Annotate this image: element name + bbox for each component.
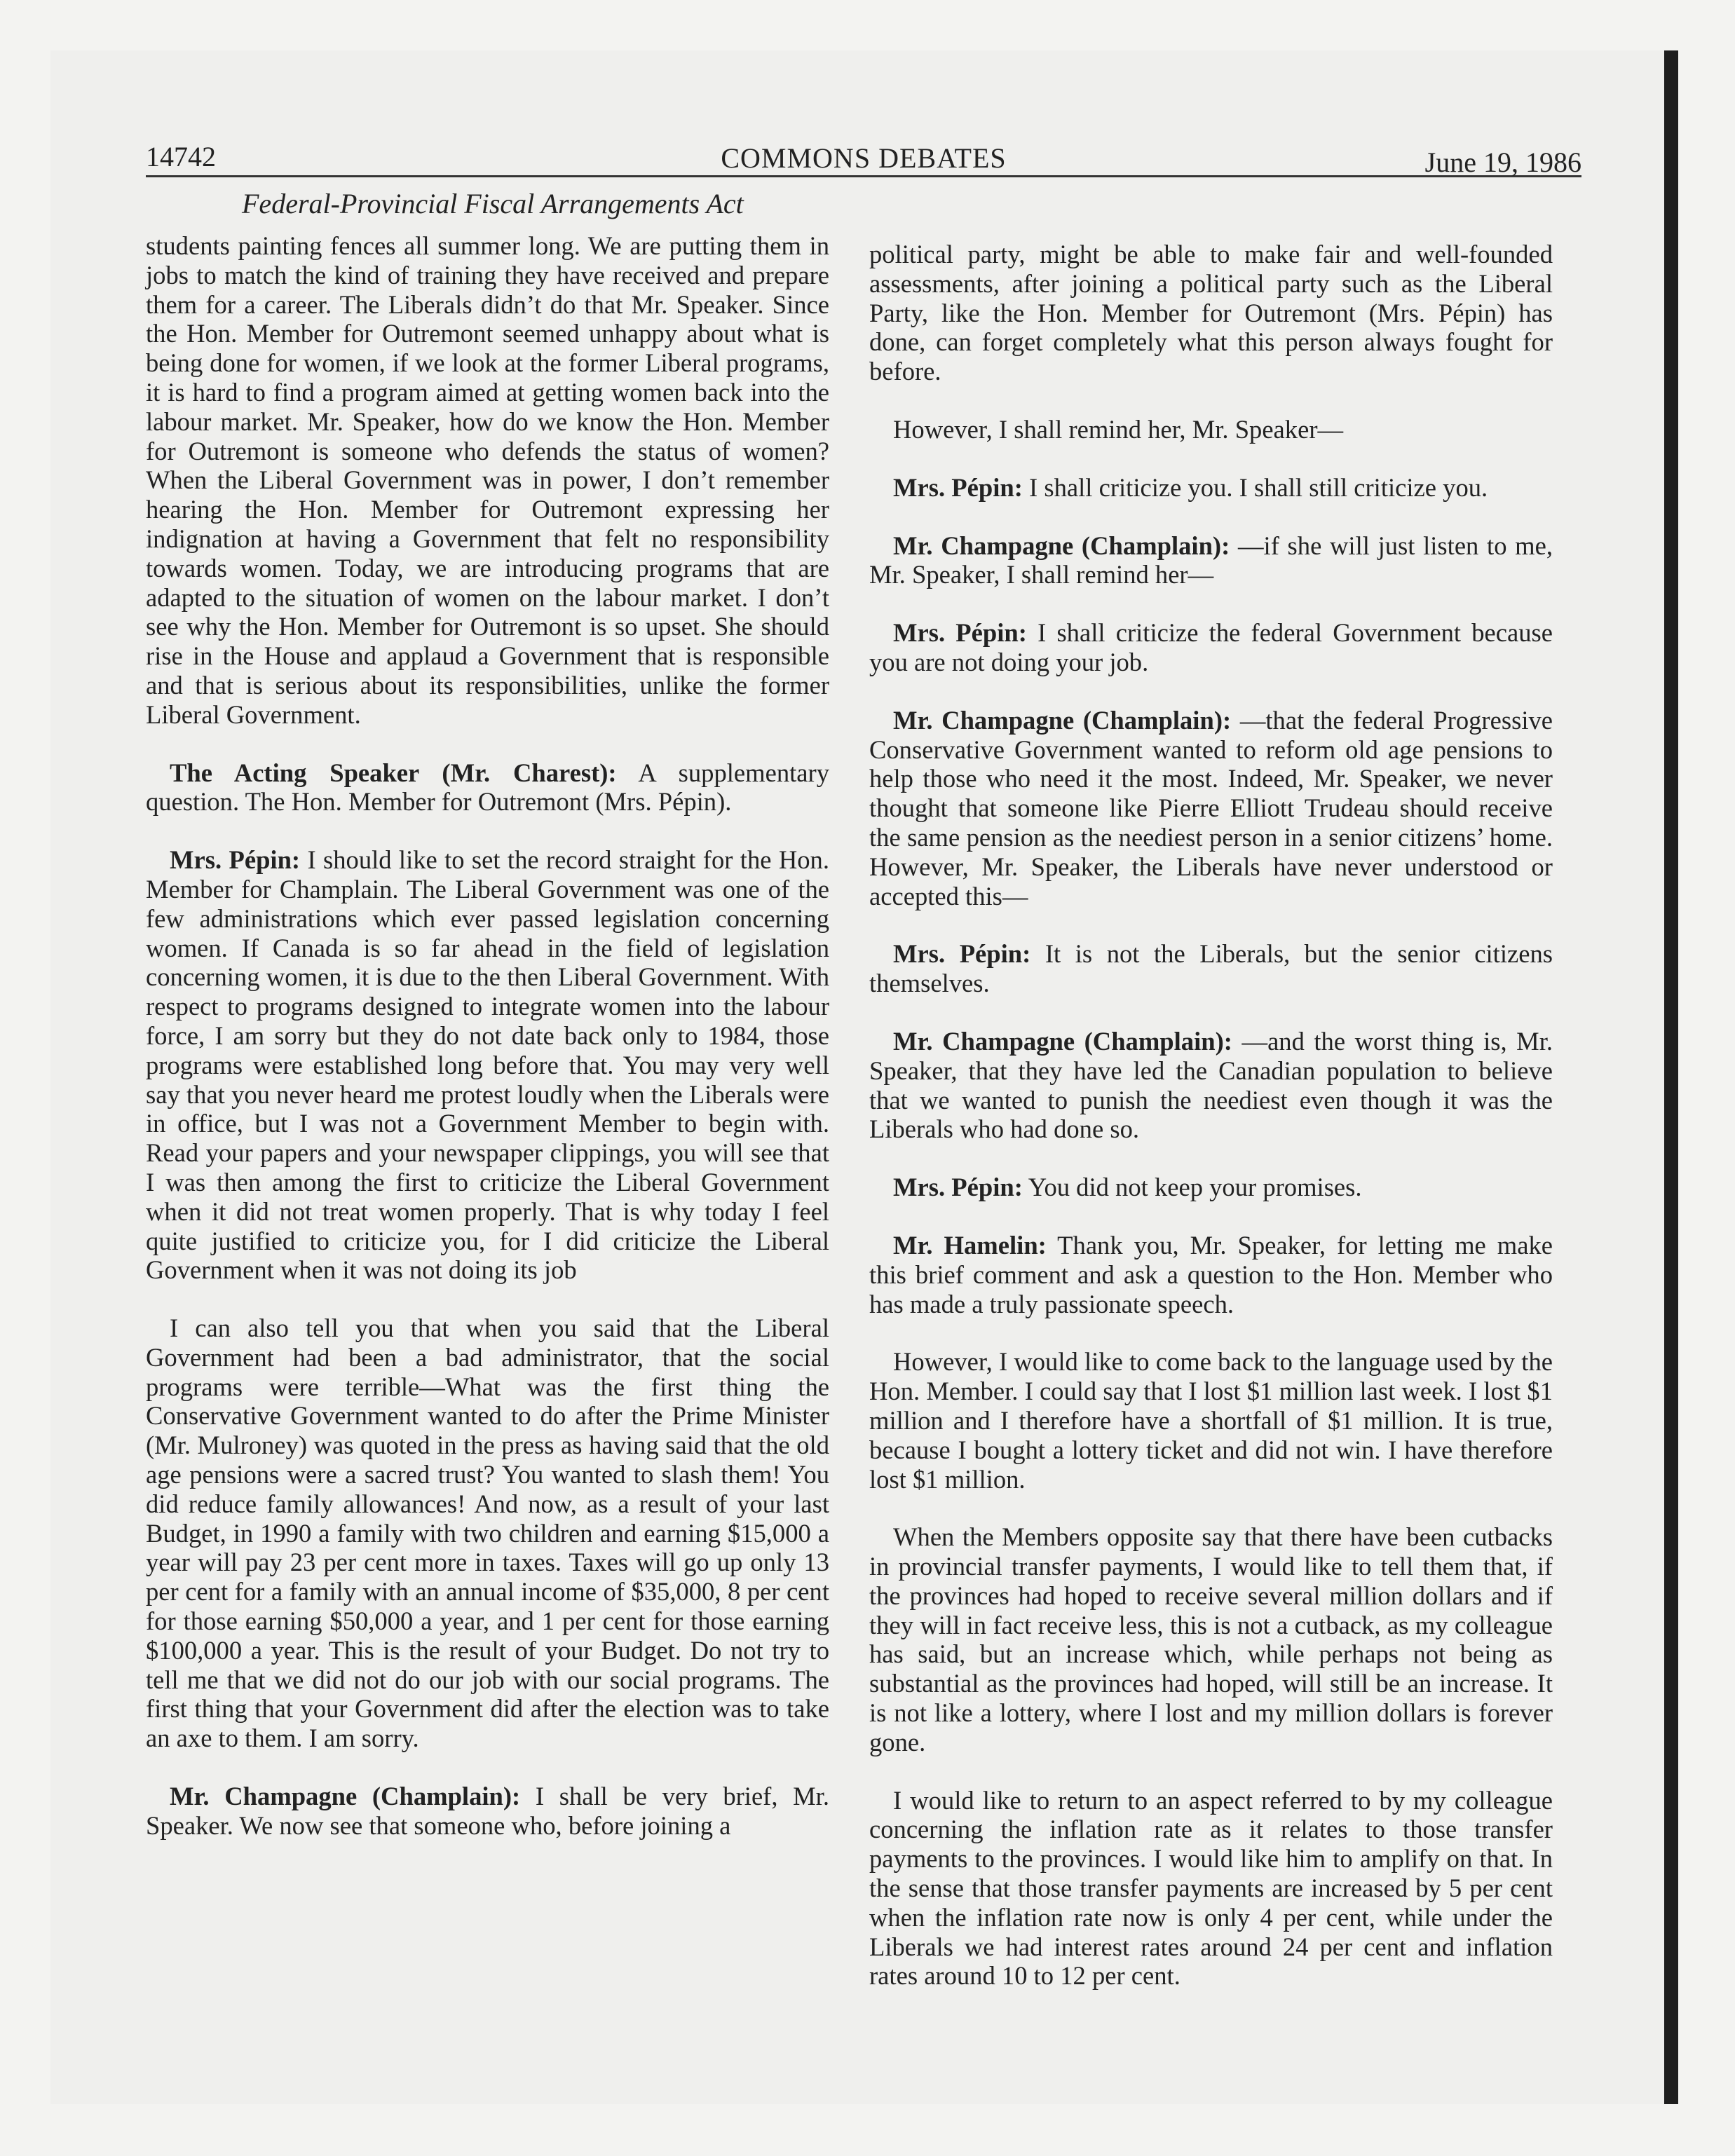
paragraph: [869, 939, 1553, 998]
paragraph-text: Thank you, Mr. Speaker, for letting me make this brief comment and ask a question to the Hon. Member who has made a truly passionate speech.: [869, 1230, 1553, 1318]
paragraph: [869, 1522, 1553, 1756]
issue-date: June 19, 1986: [1424, 146, 1581, 178]
speaker-name: Mrs. Pépin:: [893, 618, 1027, 648]
paragraph: [146, 1782, 829, 1841]
paragraph-text: I should like to set the record straight for the Hon. Member for Champlain. The Liberal Government was one of the few administrations which ever passed legislation concerning women. If Canada is so far ahead in the field of legislation concerning women, it is due to the then Liberal Government. With respect to programs designed to integrate women into the labour force, I am sorry but they do not date back only to 1984, those programs were established long before that. You may very well say that you never heard me protest loudly when the Liberals were in office, but I was not a Government Member to begin with. Read your papers and your newspaper clippings, you will see that I was then among the first to criticize the Liberal Government when it did not treat women properly. That is why today I feel quite justified to criticize you, for I did criticize the Liberal Government when it was not doing its job: [146, 845, 829, 1285]
speaker-name: Mr. Champagne (Champlain):: [893, 705, 1232, 735]
paragraph: [869, 1027, 1553, 1144]
paragraph: [869, 1786, 1553, 1991]
left-column: [146, 231, 829, 1869]
paragraph-text: political party, might be able to make fair and well-founded assessments, after joining a political party such as the Liberal Party, like the Hon. Member for Outremont (Mrs. Pépin) has done, can forget completely what this person always fought for before.: [869, 240, 1553, 386]
speaker-name: Mr. Champagne (Champlain):: [893, 1026, 1232, 1056]
journal-title: COMMONS DEBATES: [721, 142, 1007, 174]
paragraph: [869, 415, 1553, 444]
paragraph-text: students painting fences all summer long. We are putting them in jobs to match the kind of training they have received and prepare them for a career. The Liberals didn’t do that Mr. Speaker. Since the Hon. Member for Outremont seemed unhappy about what is being done for women, if we look at the former Liberal programs, it is hard to find a program aimed at getting women back into the labour market. Mr. Speaker, how do we know the Hon. Member for Outremont is someone who defends the status of women? When the Liberal Government was in power, I don’t remember hearing the Hon. Member for Outremont expressing her indignation at having a Government that felt no responsibility towards women. Today, we are introducing programs that are adapted to the situation of women on the labour market. I don’t see why the Hon. Member for Outremont is so upset. She should rise in the House and applaud a Government that is responsible and that is serious about its responsibilities, unlike the former Liberal Government.: [146, 231, 829, 729]
page-number: 14742: [146, 141, 216, 172]
paragraph-text: It is not the Liberals, but the senior citizens themselves.: [869, 939, 1553, 998]
paragraph-text: However, I shall remind her, Mr. Speaker—: [893, 414, 1344, 444]
paragraph-text: You did not keep your promises.: [1022, 1173, 1362, 1202]
speaker-name: Mr. Champagne (Champlain):: [170, 1782, 521, 1811]
paragraph: [869, 1347, 1553, 1494]
paragraph-text: I shall be very brief, Mr. Speaker. We now see that someone who, before joining a: [146, 1782, 829, 1840]
paragraph: [146, 1314, 829, 1753]
speaker-name: Mr. Champagne (Champlain):: [893, 531, 1230, 560]
paragraph: [146, 845, 829, 1285]
paragraph: [146, 231, 829, 730]
paragraph: [869, 473, 1553, 503]
running-head: Federal-Provincial Fiscal Arrangements Act: [242, 188, 744, 219]
page-header: [146, 139, 1581, 177]
paragraph: [869, 1173, 1553, 1202]
speaker-name: Mrs. Pépin:: [170, 845, 301, 875]
paragraph: [869, 1231, 1553, 1318]
scan-edge-shadow: [1664, 50, 1678, 2104]
paragraph-text: —if she will just listen to me, Mr. Speaker, I shall remind her—: [869, 531, 1553, 589]
paragraph-text: I would like to return to an aspect referred to by my colleague concerning the inflation rate as it relates to those transfer payments to the provinces. I would like him to amplify on that. In the sense that those transfer payments are increased by 5 per cent when the inflation rate now is only 4 per cent, while under the Liberals we had interest rates around 24 per cent and inflation rates around 10 to 12 per cent.: [869, 1785, 1553, 1991]
speaker-name: Mrs. Pépin:: [893, 939, 1031, 969]
paragraph-text: I shall criticize the federal Government because you are not doing your job.: [869, 618, 1553, 676]
paragraph-text: I can also tell you that when you said that the Liberal Government had been a bad administrator, that the social programs were terrible—What was the first thing the Conservative Government wanted to do after the Prime Minister (Mr. Mulroney) was quoted in the press as having said that the old age pensions were a sacred trust? You wanted to slash them! You did reduce family allowances! And now, as a result of your last Budget, in 1990 a family with two children and earning $15,000 a year will pay 23 per cent more in taxes. Taxes will go up only 13 per cent for a family with an annual income of $35,000, 8 per cent for those earning $50,000 a year, and 1 per cent for those earning $100,000 a year. This is the result of your Budget. Do not try to tell me that we did not do our job with our social programs. The first thing that your Government did after the election was to take an axe to them. I am sorry.: [146, 1314, 829, 1753]
paragraph: [869, 618, 1553, 677]
paragraph-text: However, I would like to come back to the language used by the Hon. Member. I could say that I lost $1 million last week. I lost $1 million and I therefore have a shortfall of $1 million. It is true, because I bought a lottery ticket and did not win. I have therefore lost $1 million.: [869, 1347, 1553, 1494]
right-column: [869, 240, 1553, 2019]
paragraph: [869, 706, 1553, 911]
paragraph: [869, 240, 1553, 386]
speaker-name: Mrs. Pépin:: [893, 1173, 1023, 1202]
paragraph: [869, 531, 1553, 590]
speaker-name: Mrs. Pépin:: [893, 472, 1023, 502]
speaker-name: Mr. Hamelin:: [893, 1230, 1047, 1260]
paragraph-text: —and the worst thing is, Mr. Speaker, that they have led the Canadian population to believe that we wanted to punish the neediest even though it was the Liberals who had done so.: [869, 1026, 1553, 1144]
speaker-name: The Acting Speaker (Mr. Charest):: [170, 758, 617, 787]
paragraph-text: —that the federal Progressive Conservative Government wanted to reform old age pensions to help those who need it the most. Indeed, Mr. Speaker, we never thought that someone like Pierre Elliott Trudeau should receive the same pension as the neediest person in a senior citizens’ home. However, Mr. Speaker, the Liberals have never understood or accepted this—: [869, 705, 1553, 910]
paragraph: [146, 758, 829, 817]
paragraph-text: A supplementary question. The Hon. Member for Outremont (Mrs. Pépin).: [146, 758, 829, 817]
paragraph-text: When the Members opposite say that there have been cutbacks in provincial transfer payments, I would like to tell them that, if the provinces had hoped to receive several million dollars and if they will in fact receive less, this is not a cutback, as my colleague has said, but an increase which, while perhaps not being as substantial as the provinces had hoped, will still be an increase. It is not like a lottery, where I lost and my million dollars is forever gone.: [869, 1522, 1553, 1756]
paragraph-text: I shall criticize you. I shall still criticize you.: [1022, 472, 1488, 502]
